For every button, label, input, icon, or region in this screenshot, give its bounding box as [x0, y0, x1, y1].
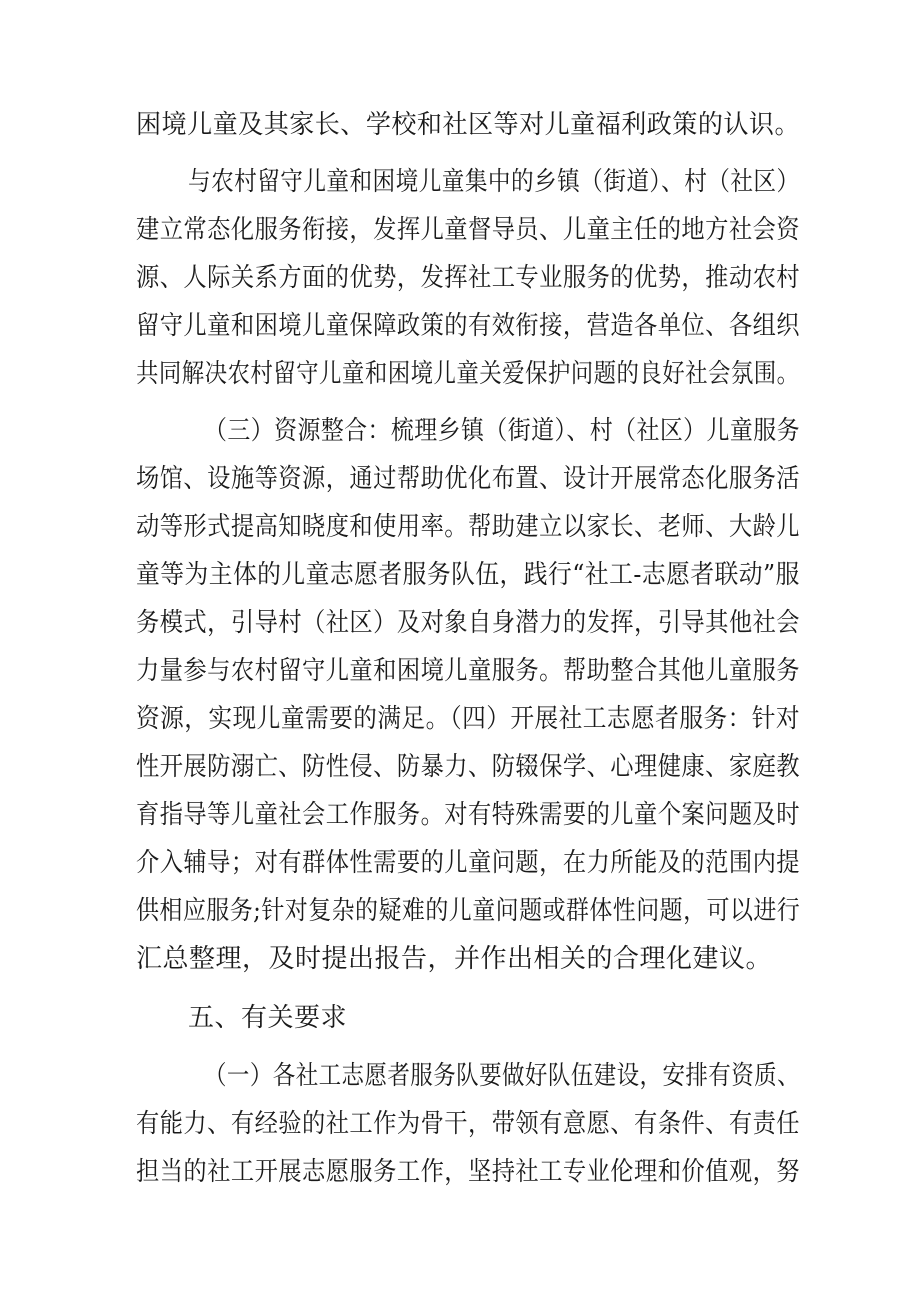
text-line: 场馆、设施等资源，通过帮助优化布置、设计开展常态化服务活: [136, 464, 801, 494]
section-heading: 五、有关要求: [188, 1003, 348, 1033]
text-line: 育指导等儿童社会工作服务。对有特殊需要的儿童个案问题及时: [136, 800, 801, 830]
text-line: 介入辅导；对有群体性需要的儿童问题，在力所能及的范围内提: [136, 848, 801, 878]
text-line: 供相应服务;针对复杂的疑难的儿童问题或群体性问题，可以进行: [136, 896, 801, 926]
text-line: 建立常态化服务衔接，发挥儿童督导员、儿童主任的地方社会资: [136, 215, 801, 245]
text-line: （一）各社工志愿者服务队要做好队伍建设，安排有资质、: [204, 1061, 801, 1091]
text-line: 童等为主体的儿童志愿者服务队伍，践行“社工-志愿者联动”服: [136, 560, 800, 590]
text-line: （三）资源整合：梳理乡镇（街道）、村（社区）儿童服务: [204, 416, 801, 446]
text-line: 困境儿童及其家长、学校和社区等对儿童福利政策的认识。: [136, 110, 801, 140]
text-line: 务模式，引导村（社区）及对象自身潜力的发挥，引导其他社会: [136, 608, 801, 638]
text-line: 有能力、有经验的社工作为骨干，带领有意愿、有条件、有责任: [136, 1109, 801, 1139]
text-line: 力量参与农村留守儿童和困境儿童服务。帮助整合其他儿童服务: [136, 656, 801, 686]
text-line: 源、人际关系方面的优势，发挥社工专业服务的优势，推动农村: [136, 263, 801, 293]
text-line: 与农村留守儿童和困境儿童集中的乡镇（街道）、村（社区）: [188, 167, 800, 197]
text-line: 汇总整理，及时提出报告，并作出相关的合理化建议。: [136, 944, 773, 974]
text-line: 动等形式提高知晓度和使用率。帮助建立以家长、老师、大龄儿: [136, 512, 801, 542]
text-line: 共同解决农村留守儿童和困境儿童关爱保护问题的良好社会氛围。: [136, 359, 800, 389]
text-line: 留守儿童和困境儿童保障政策的有效衔接，营造各单位、各组织: [136, 311, 801, 341]
text-line: 资源，实现儿童需要的满足。（四）开展社工志愿者服务：针对: [136, 704, 801, 734]
text-line: 担当的社工开展志愿服务工作，坚持社工专业伦理和价值观，努: [136, 1157, 801, 1187]
text-line: 性开展防溺亡、防性侵、防暴力、防辍保学、心理健康、家庭教: [136, 752, 801, 782]
